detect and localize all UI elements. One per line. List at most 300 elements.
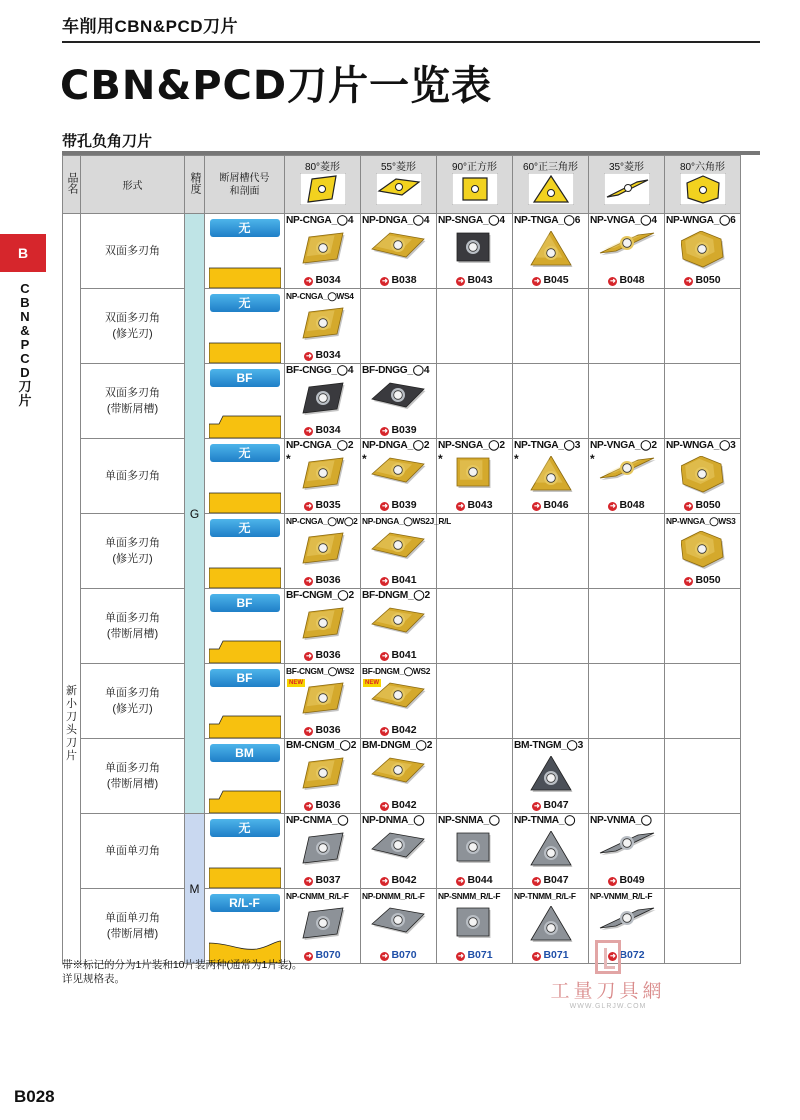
pack-note-star: * — [590, 452, 595, 466]
page-ref-link[interactable] — [285, 499, 360, 511]
insert-tri-image — [529, 831, 573, 869]
breaker-profile-graphic — [209, 331, 281, 363]
header-shape-4 — [589, 156, 665, 214]
insert-tri-image — [529, 231, 573, 269]
part-number: NP-TNGA_◯6 — [514, 215, 581, 226]
insert-cell — [285, 214, 361, 289]
header-shape-3 — [513, 156, 589, 214]
insert-cell — [437, 814, 513, 889]
header-breaker: 断屑槽代号和剖面 — [205, 156, 285, 214]
arrow-right-icon: ➜ — [306, 728, 312, 735]
breaker-badge: 无 — [210, 819, 280, 837]
insert-r55-image — [370, 231, 428, 269]
page-ref-text: B048 — [619, 499, 645, 511]
part-number: NP-WNGA_◯6 — [666, 215, 736, 226]
empty-cell — [665, 364, 741, 439]
form-label: 单面多刃角 (修光刃) — [81, 664, 185, 739]
form-label: 单面多刃角 — [81, 439, 185, 514]
page-ref-link[interactable] — [361, 274, 436, 286]
page-number: B028 — [14, 1087, 55, 1106]
insert-cell — [361, 814, 437, 889]
breaker-cell — [205, 889, 285, 964]
insert-r35-image — [598, 906, 656, 944]
arrow-right-icon: ➜ — [610, 953, 616, 960]
breaker-profile-graphic — [209, 556, 281, 588]
page-ref-link[interactable] — [589, 874, 664, 886]
page-ref-text: B047 — [543, 799, 569, 811]
section-title: 带孔负角刀片 — [62, 133, 153, 150]
section-tab-b[interactable]: B — [0, 234, 46, 272]
header-name: 品名 — [63, 156, 81, 214]
part-number: NP-SNMM_R/L-F — [438, 891, 501, 901]
rhombus-35-icon — [604, 173, 650, 205]
breaker-cell — [205, 439, 285, 514]
breaker-cell — [205, 289, 285, 364]
insert-sq-image — [453, 906, 497, 944]
page-ref-link[interactable] — [361, 874, 436, 886]
empty-cell — [513, 364, 589, 439]
arrow-right-icon: ➜ — [382, 653, 388, 660]
pack-note-star: * — [438, 452, 443, 466]
insert-r80-image — [301, 381, 345, 419]
empty-cell — [665, 814, 741, 889]
empty-cell — [437, 589, 513, 664]
page-ref-text: B047 — [543, 874, 569, 886]
pack-note-star: * — [286, 452, 291, 466]
breaker-cell — [205, 814, 285, 889]
side-label: CBN&PCD刀片 — [18, 281, 32, 408]
breaker-badge: 无 — [210, 294, 280, 312]
breaker-badge: 无 — [210, 219, 280, 237]
arrow-right-icon: ➜ — [382, 503, 388, 510]
footnote-line-2: 详见规格表。 — [62, 973, 125, 985]
category-rule — [62, 41, 760, 43]
part-number: NP-SNGA_◯2 — [438, 440, 505, 451]
form-label: 单面单刃角 (带断屑槽) — [81, 889, 185, 964]
insert-cell — [285, 364, 361, 439]
arrow-right-icon: ➜ — [610, 503, 616, 510]
insert-r35-image — [598, 456, 656, 494]
insert-cell — [285, 814, 361, 889]
rhombus-80-icon — [300, 173, 346, 205]
table-row — [63, 289, 741, 364]
form-label: 双面多刃角 (修光刃) — [81, 289, 185, 364]
empty-cell — [665, 664, 741, 739]
arrow-right-icon: ➜ — [458, 878, 464, 885]
part-number: NP-SNMA_◯ — [438, 815, 500, 826]
empty-cell — [513, 664, 589, 739]
breaker-profile-graphic — [209, 256, 281, 288]
insert-cell — [285, 589, 361, 664]
page-ref-link[interactable] — [437, 949, 512, 961]
empty-cell — [665, 739, 741, 814]
page-ref-link[interactable] — [665, 499, 740, 511]
page-ref-link[interactable] — [361, 574, 436, 586]
page-ref-link[interactable] — [513, 274, 588, 286]
page-ref-text: B044 — [467, 874, 493, 886]
empty-cell — [513, 289, 589, 364]
insert-cell — [437, 214, 513, 289]
form-label: 单面多刃角 (带断屑槽) — [81, 739, 185, 814]
part-number: NP-CNGA_◯4 — [286, 215, 354, 226]
table-row — [63, 514, 741, 589]
page-ref-text: B070 — [315, 949, 341, 961]
insert-r80-image — [301, 456, 345, 494]
page-ref-link[interactable] — [361, 724, 436, 736]
empty-cell — [437, 739, 513, 814]
page-ref-link[interactable] — [285, 574, 360, 586]
insert-cell — [665, 439, 741, 514]
breaker-badge: BM — [210, 744, 280, 762]
insert-cell — [285, 739, 361, 814]
header-shape-label: 35°菱形 — [608, 162, 645, 173]
part-number: NP-TNMM_R/L-F — [514, 891, 576, 901]
page-ref-text: B049 — [619, 874, 645, 886]
part-number: NP-CNGA_◯W◯2 — [286, 516, 358, 526]
insert-r80-image — [301, 231, 345, 269]
page-ref-text: B039 — [391, 499, 417, 511]
insert-cell — [589, 814, 665, 889]
watermark-text: 工量刀具網 — [550, 980, 666, 1002]
header-shape-label: 60°正三角形 — [522, 162, 579, 173]
page-ref-link[interactable] — [285, 649, 360, 661]
page-ref-link[interactable] — [285, 349, 360, 361]
arrow-right-icon: ➜ — [306, 953, 312, 960]
breaker-cell — [205, 514, 285, 589]
page-title: CBN&PCD刀片一览表 — [60, 63, 493, 109]
insert-hex-image — [681, 231, 725, 269]
empty-cell — [437, 364, 513, 439]
part-number: BF-DNGM_◯WS2 — [362, 666, 431, 676]
watermark-logo-icon — [595, 940, 621, 974]
insert-cell — [589, 214, 665, 289]
form-label: 单面多刃角 (修光刃) — [81, 514, 185, 589]
insert-cell — [361, 589, 437, 664]
insert-r55-image — [370, 456, 428, 494]
arrow-right-icon: ➜ — [306, 578, 312, 585]
insert-sq-image — [453, 231, 497, 269]
breaker-profile-graphic — [209, 481, 281, 513]
page-ref-text: B036 — [315, 799, 341, 811]
insert-r80-image — [301, 831, 345, 869]
page-ref-link[interactable] — [285, 874, 360, 886]
part-number: NP-DNGA_◯2 — [362, 440, 430, 451]
insert-r55-image — [370, 831, 428, 869]
insert-r55-image — [370, 531, 428, 569]
precision-grade: G — [185, 214, 205, 814]
insert-cell — [437, 889, 513, 964]
header-shape-0 — [285, 156, 361, 214]
insert-hex-image — [681, 456, 725, 494]
insert-r80-image — [301, 906, 345, 944]
arrow-right-icon: ➜ — [534, 278, 540, 285]
part-number: NP-VNMM_R/L-F — [590, 891, 653, 901]
empty-cell — [589, 664, 665, 739]
new-badge: NEW — [365, 680, 379, 686]
part-number: BM-DNGM_◯2 — [362, 740, 433, 751]
insert-cell — [361, 739, 437, 814]
footnote — [62, 958, 302, 986]
part-number: BF-CNGM_◯2 — [286, 590, 354, 601]
breaker-badge: BF — [210, 669, 280, 687]
insert-tri-image — [529, 756, 573, 794]
page-ref-link[interactable] — [285, 424, 360, 436]
page-ref-link[interactable] — [513, 874, 588, 886]
part-number: NP-TNGA_◯3 — [514, 440, 581, 451]
page-ref-link[interactable] — [513, 799, 588, 811]
page-ref-text: B034 — [315, 424, 341, 436]
page-ref-link[interactable] — [285, 799, 360, 811]
trigon-icon — [680, 173, 726, 205]
arrow-right-icon: ➜ — [306, 653, 312, 660]
insert-r55-image — [370, 681, 428, 719]
page-ref-link[interactable] — [285, 724, 360, 736]
part-number: BF-DNGG_◯4 — [362, 365, 430, 376]
insert-cell — [285, 439, 361, 514]
page-ref-link[interactable] — [437, 874, 512, 886]
insert-cell — [361, 364, 437, 439]
page-ref-link[interactable] — [589, 499, 664, 511]
page-ref-link[interactable] — [665, 574, 740, 586]
arrow-right-icon: ➜ — [610, 878, 616, 885]
insert-cell — [361, 889, 437, 964]
pack-note-star: * — [362, 452, 367, 466]
insert-cell — [513, 214, 589, 289]
header-shape-5 — [665, 156, 741, 214]
part-number: NP-WNGA_◯3 — [666, 440, 736, 451]
insert-sq-image — [453, 456, 497, 494]
page-ref-text: B050 — [695, 499, 721, 511]
insert-cell — [285, 664, 361, 739]
breaker-cell — [205, 664, 285, 739]
page-ref-text: B036 — [315, 724, 341, 736]
page-ref-text: B043 — [467, 499, 493, 511]
insert-cell — [285, 889, 361, 964]
breaker-badge: 无 — [210, 519, 280, 537]
insert-sq-image — [453, 831, 497, 869]
page-ref-text: B048 — [619, 274, 645, 286]
insert-r35-image — [598, 231, 656, 269]
arrow-right-icon: ➜ — [458, 278, 464, 285]
insert-cell — [361, 514, 451, 589]
table-row — [63, 664, 741, 739]
form-label: 单面单刃角 — [81, 814, 185, 889]
insert-cell — [513, 814, 589, 889]
breaker-profile-graphic — [209, 406, 281, 438]
page-ref-link[interactable] — [361, 499, 436, 511]
part-number: BF-DNGM_◯2 — [362, 590, 430, 601]
page-ref-text: B072 — [619, 949, 645, 961]
page-ref-text: B070 — [391, 949, 417, 961]
empty-cell — [665, 289, 741, 364]
page-ref-text: B043 — [467, 274, 493, 286]
precision-grade: M — [185, 814, 205, 964]
arrow-right-icon: ➜ — [306, 878, 312, 885]
part-number: NP-DNGA_◯WS2J_R/L — [362, 516, 451, 526]
table-row — [63, 214, 741, 289]
page-ref-text: B071 — [467, 949, 493, 961]
insert-tri-image — [529, 456, 573, 494]
arrow-right-icon: ➜ — [382, 278, 388, 285]
insert-r55-image — [370, 906, 428, 944]
arrow-right-icon: ➜ — [382, 803, 388, 810]
page-ref-text: B042 — [391, 799, 417, 811]
part-number: NP-DNMM_R/L-F — [362, 891, 425, 901]
header-shape-2 — [437, 156, 513, 214]
empty-cell — [589, 289, 665, 364]
table-row — [63, 589, 741, 664]
page-ref-text: B041 — [391, 574, 417, 586]
page-ref-link[interactable] — [665, 274, 740, 286]
page-ref-text: B050 — [695, 274, 721, 286]
page-ref-link[interactable] — [437, 274, 512, 286]
insert-cell — [361, 439, 437, 514]
insert-hex-image — [681, 531, 725, 569]
insert-cell — [437, 439, 513, 514]
page-ref-link[interactable] — [361, 799, 436, 811]
part-number: NP-WNGA_◯WS3 — [666, 516, 736, 526]
arrow-right-icon: ➜ — [458, 953, 464, 960]
insert-cell — [665, 214, 741, 289]
breaker-badge: BF — [210, 369, 280, 387]
table-row — [63, 364, 741, 439]
page-ref-text: B035 — [315, 499, 341, 511]
watermark — [538, 940, 678, 1010]
page-ref-link[interactable] — [513, 499, 588, 511]
breaker-cell — [205, 589, 285, 664]
empty-cell — [513, 514, 589, 589]
breaker-profile-graphic — [209, 781, 281, 813]
breaker-profile-graphic — [209, 631, 281, 663]
triangle-icon — [528, 173, 574, 205]
new-badge: NEW — [289, 680, 303, 686]
part-number: BM-CNGM_◯2 — [286, 740, 357, 751]
page-ref-text: B071 — [543, 949, 569, 961]
insert-r35-image — [598, 831, 656, 869]
watermark-url: WWW.GLRJW.COM — [569, 1003, 647, 1010]
arrow-right-icon: ➜ — [686, 578, 692, 585]
header-shape-label: 55°菱形 — [380, 162, 417, 173]
header-precision: 精度 — [185, 156, 205, 214]
insert-r80-image — [301, 306, 345, 344]
part-number: BM-TNGM_◯3 — [514, 740, 583, 751]
insert-cell — [665, 514, 741, 589]
page-ref-text: B034 — [315, 349, 341, 361]
breaker-badge: 无 — [210, 444, 280, 462]
part-number: NP-TNMA_◯ — [514, 815, 576, 826]
arrow-right-icon: ➜ — [382, 428, 388, 435]
table-row — [63, 814, 741, 889]
page-ref-link[interactable] — [437, 499, 512, 511]
insert-r80-image — [301, 606, 345, 644]
part-number: BF-CNGM_◯WS2 — [286, 666, 355, 676]
insert-cell — [361, 664, 437, 739]
header-shape-label: 90°正方形 — [451, 162, 498, 173]
part-number: NP-CNMA_◯ — [286, 815, 349, 826]
insert-cell — [513, 739, 589, 814]
breaker-cell — [205, 364, 285, 439]
empty-cell — [361, 289, 437, 364]
arrow-right-icon: ➜ — [686, 503, 692, 510]
page-ref-text: B036 — [315, 574, 341, 586]
empty-cell — [437, 664, 513, 739]
header-shape-1 — [361, 156, 437, 214]
insert-cell — [285, 514, 361, 589]
arrow-right-icon: ➜ — [534, 503, 540, 510]
insert-r55-image — [370, 756, 428, 794]
empty-cell — [437, 289, 513, 364]
page-ref-link[interactable] — [285, 274, 360, 286]
arrow-right-icon: ➜ — [306, 353, 312, 360]
page-ref-link[interactable] — [589, 274, 664, 286]
table-row — [63, 739, 741, 814]
insert-r55-image — [370, 606, 428, 644]
part-number: NP-CNGA_◯2 — [286, 440, 354, 451]
page-ref-text: B050 — [695, 574, 721, 586]
insert-cell — [513, 439, 589, 514]
page-ref-text: B042 — [391, 874, 417, 886]
insert-r80-image — [301, 531, 345, 569]
part-number: NP-DNGA_◯4 — [362, 215, 430, 226]
arrow-right-icon: ➜ — [382, 953, 388, 960]
insert-cell — [285, 289, 361, 364]
form-label: 单面多刃角 (带断屑槽) — [81, 589, 185, 664]
insert-r80-image — [301, 756, 345, 794]
pack-note-star: * — [514, 452, 519, 466]
page-ref-text: B046 — [543, 499, 569, 511]
page-ref-link[interactable] — [361, 424, 436, 436]
page-ref-link[interactable] — [361, 949, 436, 961]
part-number: NP-SNGA_◯4 — [438, 215, 505, 226]
arrow-right-icon: ➜ — [306, 803, 312, 810]
table-header-row — [63, 156, 741, 214]
table-row — [63, 439, 741, 514]
arrow-right-icon: ➜ — [686, 278, 692, 285]
page-ref-text: B036 — [315, 649, 341, 661]
part-number: NP-CNMM_R/L-F — [286, 891, 349, 901]
empty-cell — [589, 514, 665, 589]
square-icon — [452, 173, 498, 205]
page-ref-text: B042 — [391, 724, 417, 736]
part-number: NP-VNMA_◯ — [590, 815, 652, 826]
arrow-right-icon: ➜ — [610, 278, 616, 285]
page-ref-text: B045 — [543, 274, 569, 286]
header-form: 形式 — [81, 156, 185, 214]
page-ref-text: B034 — [315, 274, 341, 286]
insert-table — [62, 155, 741, 964]
arrow-right-icon: ➜ — [534, 878, 540, 885]
empty-cell — [589, 739, 665, 814]
arrow-right-icon: ➜ — [382, 878, 388, 885]
page-ref-text: B038 — [391, 274, 417, 286]
rhombus-55-icon — [376, 173, 422, 205]
breaker-badge: R/L-F — [210, 894, 280, 912]
page-ref-text: B037 — [315, 874, 341, 886]
insert-tri-image — [529, 906, 573, 944]
arrow-right-icon: ➜ — [306, 428, 312, 435]
empty-cell — [589, 364, 665, 439]
form-label: 双面多刃角 — [81, 214, 185, 289]
insert-r55-image — [370, 381, 428, 419]
form-label: 双面多刃角 (带断屑槽) — [81, 364, 185, 439]
insert-cell — [589, 439, 665, 514]
arrow-right-icon: ➜ — [458, 503, 464, 510]
header-shape-label: 80°菱形 — [304, 162, 341, 173]
insert-r80-image — [301, 681, 345, 719]
part-number: NP-DNMA_◯ — [362, 815, 425, 826]
page-ref-link[interactable] — [361, 649, 436, 661]
empty-cell — [589, 589, 665, 664]
